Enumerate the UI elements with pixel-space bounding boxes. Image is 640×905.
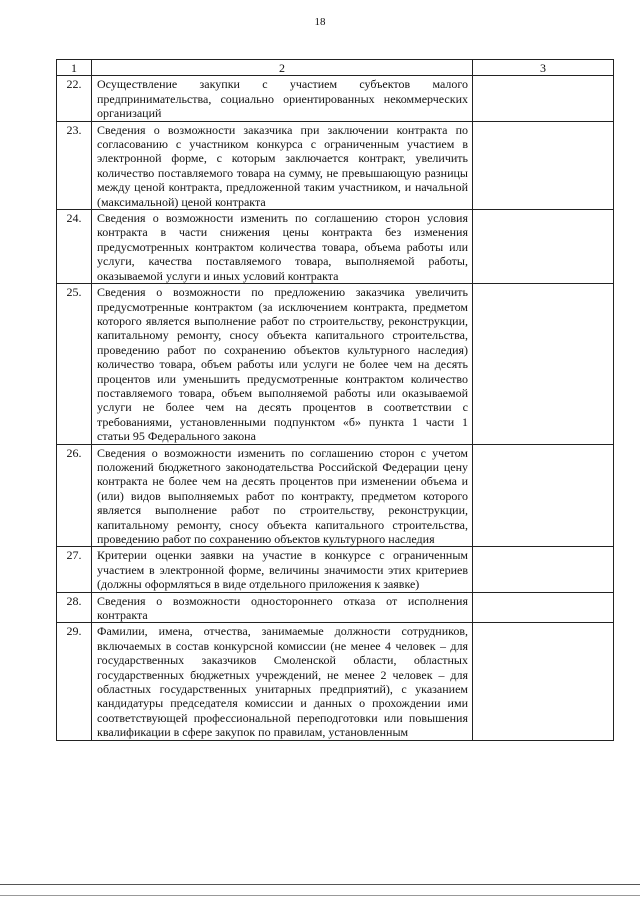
bottom-rule [0, 884, 640, 885]
table-row [57, 284, 614, 444]
row-number: 26. [57, 444, 92, 547]
page-number: 18 [314, 16, 326, 28]
table-header-row [57, 60, 614, 76]
row-value [473, 121, 614, 209]
row-description: Сведения о возможности по предложению заказчика увеличить предусмотренные контрактом (за исключением контракта, предметом которого является выполнение работ по строительству, реконструкции, капитальному ремонту, сносу объекта капитального строительства, проведению работ по сохранению объектов культурного наследия) количество товара, объем работы или услуги не более чем на десять процентов или уменьшить предусмотренные контрактом количество поставляемого товара, объем выполняемой работы или оказываемой услуги не более чем на десять процентов в соответствии с требованиями, установленными подпунктом «б» пункта 1 части 1 статьи 95 Федерального закона [92, 284, 473, 444]
row-description: Сведения о возможности заказчика при заключении контракта по согласованию с участником конкурса с ограниченным участием в электронной форме, с которым заключается контракт, увеличить количество поставляемого товара на сумму, не превышающую разницы между ценой контракта, предложенной таким участником, и начальной (максимальной) ценой контракта [92, 121, 473, 209]
row-description: Сведения о возможности одностороннего отказа от исполнения контракта [92, 592, 473, 623]
row-value [473, 284, 614, 444]
row-number: 24. [57, 210, 92, 284]
row-description: Фамилии, имена, отчества, занимаемые должности сотрудников, включаемых в состав конкурсной комиссии (не менее 4 человек – для государственных заказчиков Смоленской области, областных государственных бюджетных учреждений, не менее 2 человек – для областных государственных унитарных предприятий), с указанием кандидатуры председателя комиссии и данных о прохождении ими соответствующей профессиональной переподготовки или повышения квалификации в сфере закупок по правилам, установленным [92, 623, 473, 740]
column-header-3: 3 [473, 60, 614, 76]
row-number: 22. [57, 76, 92, 121]
table-row [57, 623, 614, 740]
row-number: 27. [57, 547, 92, 592]
row-value [473, 444, 614, 547]
table-row [57, 121, 614, 209]
row-number: 28. [57, 592, 92, 623]
row-number: 25. [57, 284, 92, 444]
row-value [473, 76, 614, 121]
requirements-table [56, 59, 614, 741]
row-description: Сведения о возможности изменить по соглашению сторон с учетом положений бюджетного законодательства Российской Федерации цену контракта не более чем на десять процентов при изменении объема и (или) видов выполняемых работ по контракту, предметом которого является выполнение работ по строительству, реконструкции, капитальному ремонту, сносу объекта капитального строительства, проведению работ по сохранению объектов культурного наследия [92, 444, 473, 547]
table-row [57, 547, 614, 592]
row-number: 23. [57, 121, 92, 209]
row-number: 29. [57, 623, 92, 740]
row-value [473, 623, 614, 740]
table-row [57, 210, 614, 284]
table-row [57, 592, 614, 623]
table-row [57, 444, 614, 547]
row-value [473, 592, 614, 623]
column-header-2: 2 [92, 60, 473, 76]
row-description: Осуществление закупки с участием субъектов малого предпринимательства, социально ориентированных некоммерческих организаций [92, 76, 473, 121]
row-description: Критерии оценки заявки на участие в конкурсе с ограниченным участием в электронной форме, величины значимости этих критериев (должны оформляться в виде отдельного приложения к заявке) [92, 547, 473, 592]
column-header-1: 1 [57, 60, 92, 76]
row-value [473, 210, 614, 284]
bottom-rule-secondary [0, 895, 640, 896]
row-description: Сведения о возможности изменить по соглашению сторон условия контракта в части снижения цены контракта без изменения предусмотренных контрактом количества товара, объема работы или услуги, качества поставляемого товара, выполняемой работы, оказываемой услуги и иных условий контракта [92, 210, 473, 284]
row-value [473, 547, 614, 592]
table-row [57, 76, 614, 121]
